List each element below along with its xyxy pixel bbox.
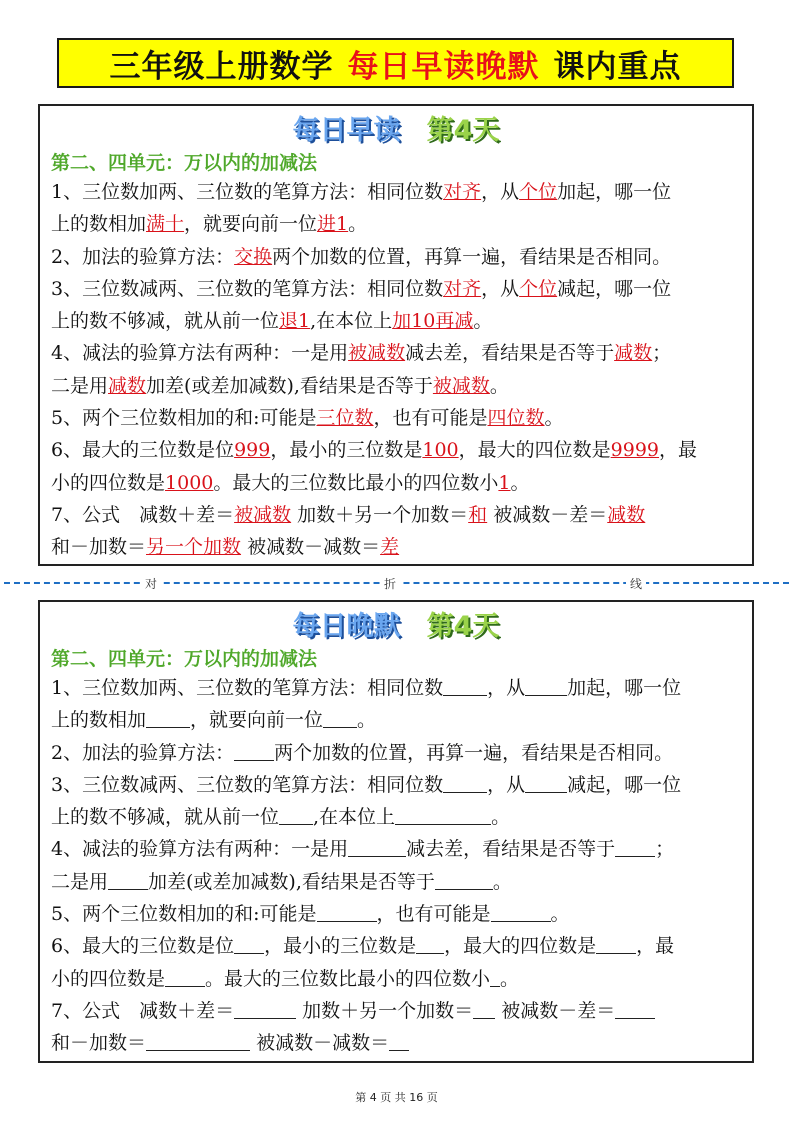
text: ，最大的四位数是	[444, 935, 597, 958]
text: ，从	[481, 277, 520, 300]
answer: 和	[468, 503, 488, 526]
text: 3、三位数减两、三位数的笔算方法：相同位数	[51, 773, 444, 796]
text: 。	[348, 213, 368, 236]
answer: 退1	[279, 310, 311, 333]
fold-char-2: 折	[380, 575, 400, 592]
fill-blank[interactable]	[165, 968, 205, 987]
morning-item-7-cont	[51, 531, 744, 563]
text: 加差(或差加减数),看结果是否等于	[148, 870, 435, 893]
evening-item-7-cont	[51, 1027, 744, 1059]
evening-unit-title: 第二、四单元：万以内的加减法	[51, 648, 318, 670]
header-grade: 三年级上册数学	[109, 48, 334, 85]
text: 加差(或差加减数),看结果是否等于	[146, 374, 433, 397]
text: 上的数相加	[51, 213, 147, 236]
text: ，也有可能是	[373, 407, 488, 430]
morning-item-3	[51, 273, 744, 305]
morning-title-left: 每日早读	[292, 115, 401, 146]
fill-blank[interactable]	[146, 709, 190, 728]
fill-blank[interactable]	[525, 677, 567, 696]
text: 两个加数的位置，再算一遍，看结果是否相同。	[272, 245, 672, 268]
page-footer: 第 4 页 共 16 页	[355, 1091, 438, 1104]
morning-title	[40, 114, 752, 148]
morning-item-7	[51, 499, 744, 531]
fill-blank[interactable]	[146, 1032, 250, 1051]
answer: 加10再减	[392, 310, 474, 333]
morning-item-5	[51, 402, 744, 434]
text: 。	[492, 870, 512, 893]
text: 小的四位数是	[51, 471, 166, 494]
text: 3、三位数减两、三位数的笔算方法：相同位数	[51, 277, 444, 300]
text: ，最	[659, 439, 698, 462]
evening-item-5	[51, 898, 744, 930]
answer: 减数	[108, 374, 147, 397]
text: ,在本位上	[310, 310, 393, 333]
answer: 1	[498, 471, 511, 494]
text: ；	[652, 342, 672, 365]
fill-blank[interactable]	[435, 871, 493, 890]
text: 2、加法的验算方法：	[51, 741, 235, 764]
morning-item-1	[51, 176, 744, 208]
evening-item-1	[51, 672, 744, 704]
answer: 被减数	[234, 503, 292, 526]
evening-item-6	[51, 930, 744, 962]
fill-blank[interactable]	[348, 838, 406, 857]
text: ,在本位上	[313, 806, 396, 829]
text: 被减数－减数＝	[256, 1032, 390, 1055]
text: 。	[357, 709, 377, 732]
text: 减起，哪一位	[557, 277, 672, 300]
fill-blank[interactable]	[473, 1000, 495, 1019]
fill-blank[interactable]	[443, 677, 487, 696]
answer: 100	[422, 439, 459, 462]
text: 。	[544, 407, 564, 430]
text: 。	[510, 471, 530, 494]
evening-title-day: 第4天	[426, 611, 500, 642]
evening-recall-panel	[38, 600, 754, 1063]
text: 7、公式 减数＋差＝	[51, 503, 235, 526]
text: ，最小的三位数是	[264, 935, 417, 958]
text: 加数＋另一个加数＝	[297, 503, 469, 526]
fill-blank[interactable]	[490, 968, 500, 987]
text: 被减数－差＝	[493, 503, 608, 526]
text: 二是用	[51, 870, 109, 893]
answer: 进1	[317, 213, 349, 236]
text: 2、加法的验算方法：	[51, 245, 235, 268]
text: ，从	[481, 181, 520, 203]
fill-blank[interactable]	[108, 871, 148, 890]
fill-blank[interactable]	[443, 774, 487, 793]
fill-blank[interactable]	[395, 806, 491, 825]
evening-item-6-cont	[51, 963, 744, 995]
text: ，就要向前一位	[190, 709, 324, 732]
text: 加数＋另一个加数＝	[302, 999, 474, 1022]
evening-item-3	[51, 769, 744, 801]
text: ；	[655, 838, 675, 861]
fill-blank[interactable]	[317, 903, 377, 922]
text: 7、公式 减数＋差＝	[51, 999, 235, 1022]
answer: 个位	[519, 277, 558, 300]
text: 。最大的三位数比最小的四位数小	[205, 967, 491, 990]
answer: 被减数	[432, 374, 490, 397]
text: 小的四位数是	[51, 967, 166, 990]
text: 。最大的三位数比最小的四位数小	[213, 471, 499, 494]
fold-line	[0, 575, 793, 591]
fill-blank[interactable]	[279, 806, 313, 825]
evening-item-4	[51, 833, 744, 865]
text: 上的数不够减，就从前一位	[51, 310, 280, 333]
text: 6、最大的三位数是位	[51, 439, 235, 462]
morning-unit-title: 第二、四单元：万以内的加减法	[51, 152, 318, 174]
text: 和－加数＝	[51, 536, 147, 559]
text: 4、减法的验算方法有两种：一是用	[51, 838, 349, 861]
answer: 三位数	[316, 407, 374, 430]
answer: 减数	[614, 342, 653, 365]
answer: 个位	[519, 181, 558, 203]
answer: 被减数	[348, 342, 406, 365]
morning-item-4	[51, 337, 744, 369]
text: 减去差，看结果是否等于	[405, 342, 615, 365]
fill-blank[interactable]	[234, 935, 264, 954]
fill-blank[interactable]	[525, 774, 567, 793]
morning-item-6-cont	[51, 467, 744, 499]
text: 。	[550, 903, 570, 926]
page-header	[57, 38, 734, 88]
text: ，从	[487, 677, 526, 699]
evening-item-2	[51, 737, 744, 769]
fill-blank[interactable]	[615, 838, 655, 857]
morning-item-1-cont	[51, 208, 744, 240]
answer: 对齐	[443, 181, 482, 203]
text: 5、两个三位数相加的和:可能是	[51, 903, 317, 926]
answer: 交换	[234, 245, 273, 268]
text: ，最	[636, 935, 675, 958]
text: ，从	[487, 773, 526, 796]
evening-item-7	[51, 995, 744, 1027]
text: ，最大的四位数是	[458, 439, 611, 462]
text: 6、最大的三位数是位	[51, 935, 235, 958]
text: 加起，哪一位	[557, 181, 672, 203]
fill-blank[interactable]	[323, 709, 357, 728]
answer: 对齐	[443, 277, 482, 300]
text: ，就要向前一位	[184, 213, 318, 236]
header-topic: 课内重点	[553, 48, 682, 85]
text: 上的数相加	[51, 709, 147, 732]
text: 减起，哪一位	[567, 773, 682, 796]
fill-blank[interactable]	[234, 742, 274, 761]
evening-item-4-cont	[51, 866, 744, 898]
text: 和－加数＝	[51, 1032, 147, 1055]
text: 5、两个三位数相加的和:可能是	[51, 407, 317, 430]
text: 二是用	[51, 374, 109, 397]
fill-blank[interactable]	[234, 1000, 296, 1019]
answer: 差	[380, 536, 400, 559]
answer: 减数	[607, 503, 646, 526]
morning-item-3-cont	[51, 305, 744, 337]
morning-item-6	[51, 434, 744, 466]
answer: 9999	[610, 439, 660, 462]
answer: 四位数	[487, 407, 545, 430]
morning-item-4-cont	[51, 370, 744, 402]
header-series: 每日早读晚默	[347, 48, 540, 85]
text: 。	[491, 806, 511, 829]
morning-reading-panel	[38, 104, 754, 566]
fold-char-1: 对	[141, 575, 161, 592]
evening-title	[40, 610, 752, 644]
evening-title-left: 每日晚默	[292, 611, 401, 642]
text: 1、三位数加两、三位数的笔算方法：相同位数	[51, 677, 444, 699]
fill-blank[interactable]	[615, 1000, 655, 1019]
fill-blank[interactable]	[596, 935, 636, 954]
morning-title-day: 第4天	[426, 115, 500, 146]
fill-blank[interactable]	[491, 903, 551, 922]
answer: 999	[234, 439, 271, 462]
text: 1、三位数加两、三位数的笔算方法：相同位数	[51, 181, 444, 203]
text: 加起，哪一位	[567, 677, 682, 699]
morning-item-2	[51, 241, 744, 273]
text: 。	[473, 310, 493, 333]
text: 。	[500, 967, 520, 990]
text: 减去差，看结果是否等于	[406, 838, 616, 861]
evening-item-3-cont	[51, 801, 744, 833]
evening-item-1-cont	[51, 704, 744, 736]
answer: 1000	[165, 471, 214, 494]
text: 两个加数的位置，再算一遍，看结果是否相同。	[274, 741, 674, 764]
answer: 另一个加数	[146, 536, 242, 559]
text: 。	[489, 374, 509, 397]
morning-content	[51, 176, 744, 564]
fill-blank[interactable]	[416, 935, 444, 954]
text: ，也有可能是	[376, 903, 491, 926]
evening-content	[51, 672, 744, 1060]
answer: 满十	[146, 213, 185, 236]
fold-char-3: 线	[626, 575, 646, 592]
text: 4、减法的验算方法有两种：一是用	[51, 342, 349, 365]
text: 上的数不够减，就从前一位	[51, 806, 280, 829]
text: 被减数－差＝	[501, 999, 616, 1022]
text: 被减数－减数＝	[247, 536, 381, 559]
fill-blank[interactable]	[389, 1032, 409, 1051]
text: ，最小的三位数是	[270, 439, 423, 462]
